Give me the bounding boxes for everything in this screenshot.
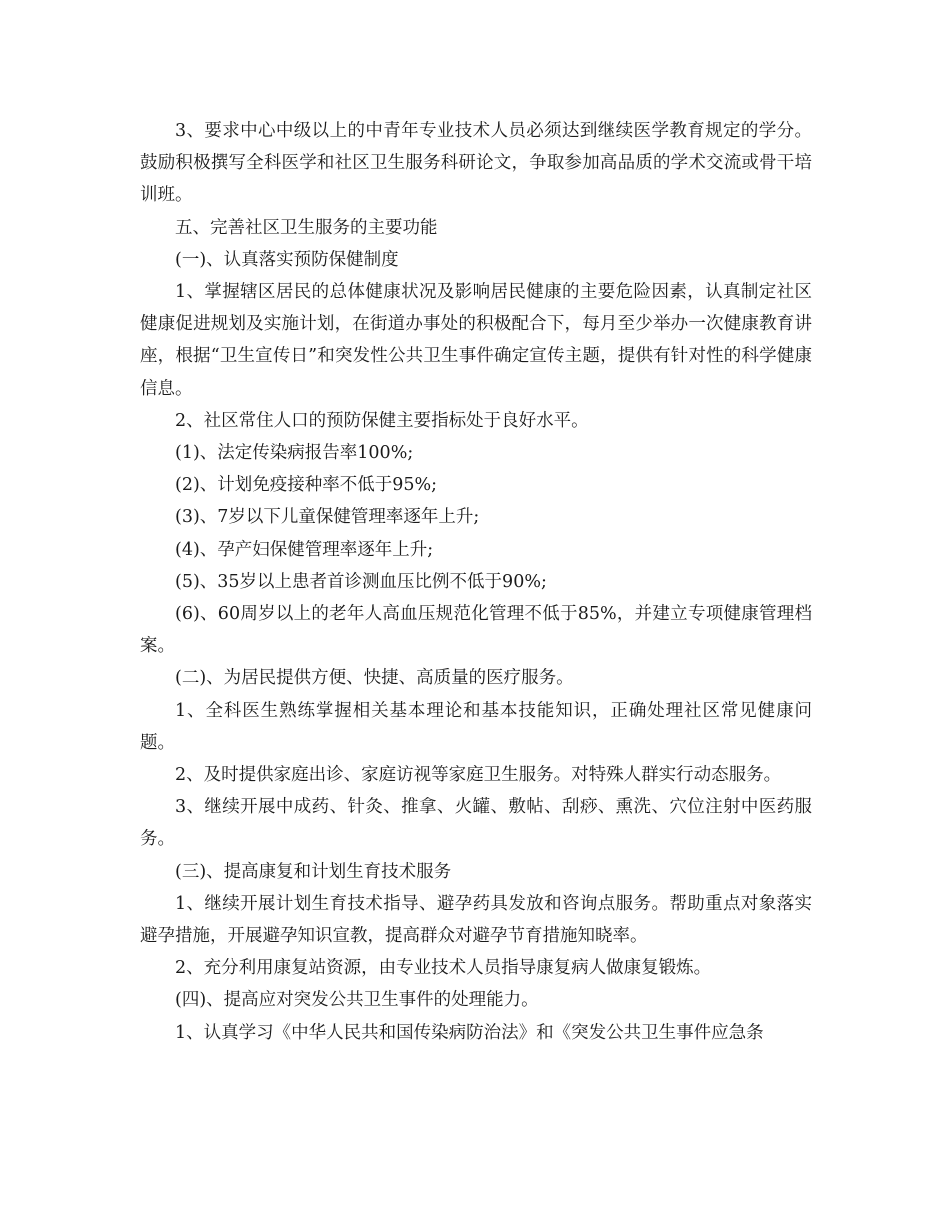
list-item: (4)、孕产妇保健管理率逐年上升;	[175, 539, 434, 560]
list-item: (5)、35岁以上患者首诊测血压比例不低于90%;	[175, 571, 547, 592]
paragraph: 3、继续开展中成药、针灸、推拿、火罐、敷帖、刮痧、熏洗、穴位注射中医药服务。	[140, 797, 812, 850]
paragraph: 1、全科医生熟练掌握相关基本理论和基本技能知识，正确处理社区常见健康问题。	[140, 700, 812, 753]
subsection-heading: (三)、提高康复和计划生育技术服务	[175, 861, 452, 882]
list-item: (6)、60周岁以上的老年人高血压规范化管理不低于85%，并建立专项健康管理档案。	[140, 604, 812, 657]
subsection-heading: (一)、认真落实预防保健制度	[175, 249, 399, 270]
list-item: (1)、法定传染病报告率100%;	[175, 443, 414, 464]
paragraph: 1、掌握辖区居民的总体健康状况及影响居民健康的主要危险因素，认真制定社区健康促进规划及实施计划，在街道办事处的积极配合下，每月至少举办一次健康教育讲座，根据“卫生宣传日”和突发性公共卫生事件确定宣传主题，提供有针对性的科学健康信息。	[140, 282, 812, 399]
list-item: (2)、计划免疫接种率不低于95%;	[175, 475, 438, 496]
subsection-heading: (四)、提高应对突发公共卫生事件的处理能力。	[175, 990, 539, 1011]
document-body	[140, 115, 812, 1049]
section-heading: 五、完善社区卫生服务的主要功能	[175, 217, 438, 238]
subsection-heading: (二)、为居民提供方便、快捷、高质量的医疗服务。	[175, 668, 574, 689]
paragraph: 2、社区常住人口的预防保健主要指标处于良好水平。	[175, 410, 589, 431]
list-item: (3)、7岁以下儿童保健管理率逐年上升;	[175, 507, 480, 528]
paragraph: 3、要求中心中级以上的中青年专业技术人员必须达到继续医学教育规定的学分。鼓励积极撰写全科医学和社区卫生服务科研论文，争取参加高品质的学术交流或骨干培训班。	[140, 121, 812, 206]
paragraph: 1、认真学习《中华人民共和国传染病防治法》和《突发公共卫生事件应急条	[175, 1022, 764, 1043]
paragraph: 2、及时提供家庭出诊、家庭访视等家庭卫生服务。对特殊人群实行动态服务。	[175, 765, 782, 786]
paragraph: 2、充分利用康复站资源，由专业技术人员指导康复病人做康复锻炼。	[175, 958, 712, 979]
paragraph: 1、继续开展计划生育技术指导、避孕药具发放和咨询点服务。帮助重点对象落实避孕措施，开展避孕知识宣教，提高群众对避孕节育措施知晓率。	[140, 893, 812, 947]
